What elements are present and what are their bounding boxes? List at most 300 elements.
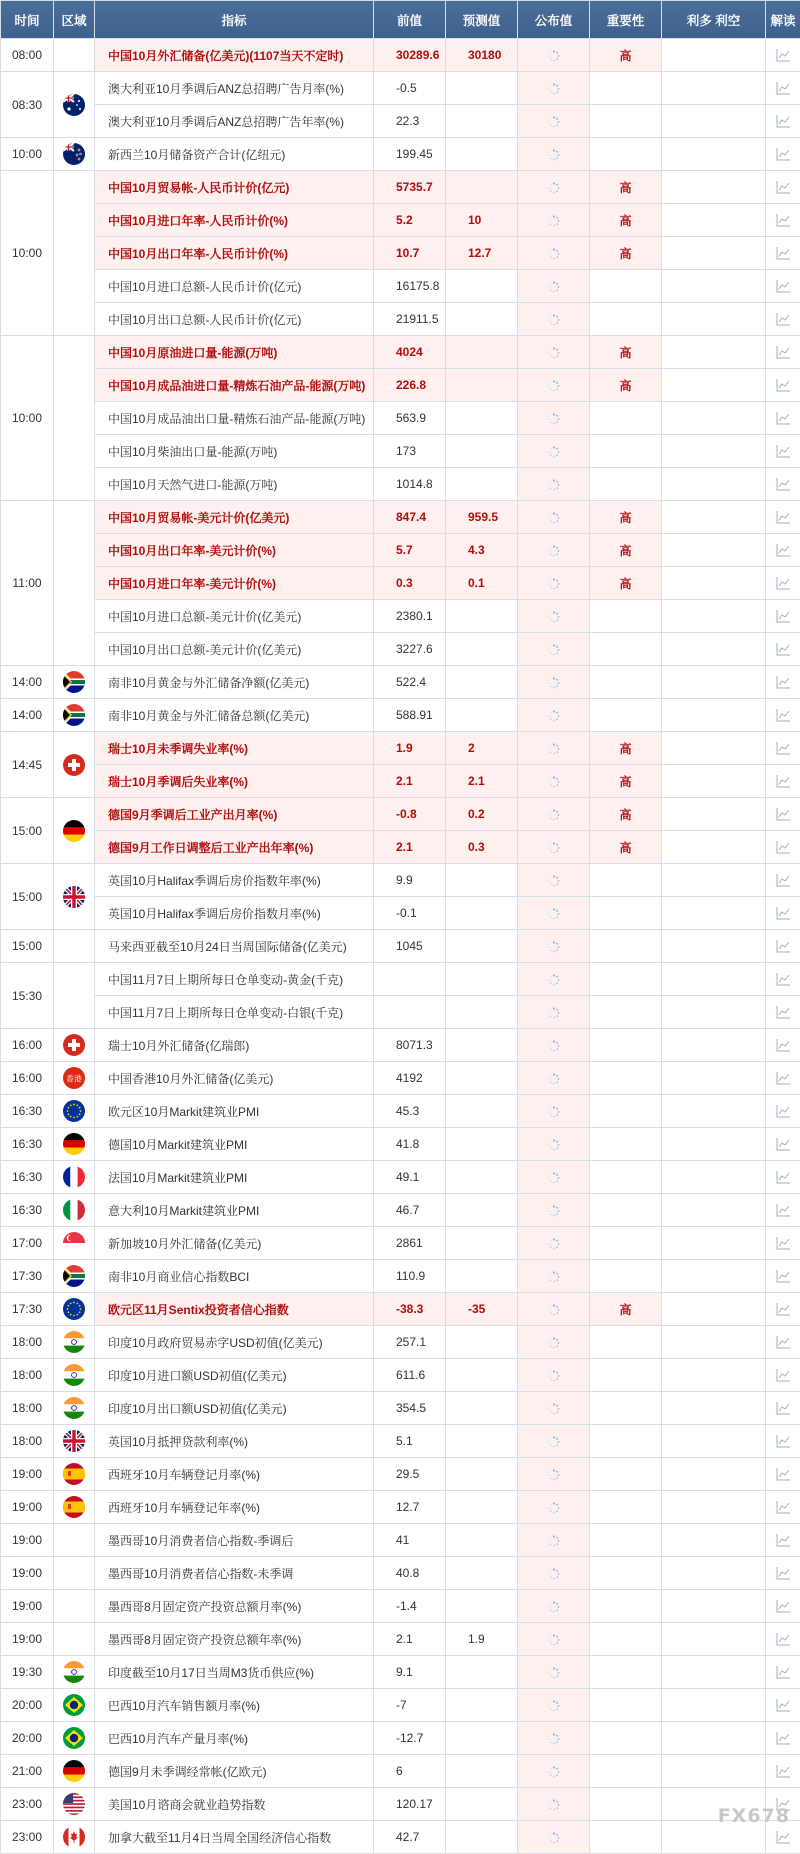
event-time: 19:00 [1,1524,54,1557]
analysis-cell[interactable] [766,435,800,468]
analysis-cell[interactable] [766,39,800,72]
indicator-name[interactable]: 法国10月Markit建筑业PMI [95,1161,374,1194]
event-time: 11:00 [1,501,54,666]
analysis-cell[interactable] [766,1326,800,1359]
actual-value [518,204,590,237]
actual-value [518,270,590,303]
analysis-cell[interactable] [766,1062,800,1095]
region-cell [54,336,95,501]
forecast-value [446,1458,518,1491]
event-time: 16:30 [1,1161,54,1194]
loading-spinner-icon [548,1797,560,1811]
line-chart-icon[interactable] [776,246,791,260]
indicator-name[interactable]: 英国10月抵押贷款利率(%) [95,1425,374,1458]
loading-spinner-icon [548,114,560,128]
previous-value: 1014.8 [374,468,446,501]
line-chart-icon[interactable] [776,279,791,293]
line-chart-icon[interactable] [776,213,791,227]
bull-bear-cell [662,765,766,798]
line-chart-icon[interactable] [776,1005,791,1019]
analysis-cell[interactable] [766,1293,800,1326]
india-flag-icon [63,1397,85,1419]
line-chart-icon[interactable] [776,1368,791,1382]
indicator-name[interactable]: 澳大利亚10月季调后ANZ总招聘广告月率(%) [95,72,374,105]
analysis-cell[interactable] [766,1656,800,1689]
region-cell [54,1029,95,1062]
line-chart-icon[interactable] [776,906,791,920]
indicator-name[interactable]: 德国9月工作日调整后工业产出年率(%) [95,831,374,864]
bull-bear-cell [662,963,766,996]
line-chart-icon[interactable] [776,1599,791,1613]
indicator-name[interactable]: 英国10月Halifax季调后房价指数月率(%) [95,897,374,930]
analysis-cell[interactable] [766,1590,800,1623]
indicator-name[interactable]: 马来西亚截至10月24日当周国际储备(亿美元) [95,930,374,963]
analysis-cell[interactable] [766,765,800,798]
indicator-name[interactable]: 墨西哥10月消费者信心指数-季调后 [95,1524,374,1557]
previous-value: 0.3 [374,567,446,600]
analysis-cell[interactable] [766,237,800,270]
importance-badge: 高 [590,336,662,369]
actual-value [518,996,590,1029]
loading-spinner-icon [548,774,560,788]
event-time: 15:00 [1,930,54,963]
indicator-name[interactable]: 中国10月进口总额-人民币计价(亿元) [95,270,374,303]
indicator-name[interactable]: 中国10月出口总额-人民币计价(亿元) [95,303,374,336]
bull-bear-cell [662,534,766,567]
analysis-cell[interactable] [766,963,800,996]
analysis-cell[interactable] [766,501,800,534]
line-chart-icon[interactable] [776,1104,791,1118]
region-cell [54,501,95,666]
forecast-value [446,633,518,666]
loading-spinner-icon [548,1698,560,1712]
bull-bear-cell [662,171,766,204]
indicator-name[interactable]: 墨西哥8月固定资产投资总额年率(%) [95,1623,374,1656]
line-chart-icon[interactable] [776,609,791,623]
analysis-cell[interactable] [766,633,800,666]
indicator-name[interactable]: 意大利10月Markit建筑业PMI [95,1194,374,1227]
analysis-cell[interactable] [766,1425,800,1458]
line-chart-icon[interactable] [776,1764,791,1778]
line-chart-icon[interactable] [776,939,791,953]
indicator-name[interactable]: 巴西10月汽车销售额月率(%) [95,1689,374,1722]
analysis-cell[interactable] [766,1689,800,1722]
line-chart-icon[interactable] [776,1467,791,1481]
importance-badge [590,1755,662,1788]
analysis-cell[interactable] [766,303,800,336]
bull-bear-cell [662,1359,766,1392]
loading-spinner-icon [548,939,560,953]
loading-spinner-icon [548,1368,560,1382]
indicator-name[interactable]: 中国10月出口总额-美元计价(亿美元) [95,633,374,666]
table-row [1,1623,800,1656]
event-time: 16:00 [1,1062,54,1095]
line-chart-icon[interactable] [776,873,791,887]
line-chart-icon[interactable] [776,774,791,788]
forecast-value [446,699,518,732]
indicator-name[interactable]: 南非10月黄金与外汇储备总额(亿美元) [95,699,374,732]
line-chart-icon[interactable] [776,1071,791,1085]
analysis-cell[interactable] [766,1260,800,1293]
line-chart-icon[interactable] [776,1698,791,1712]
importance-badge [590,1425,662,1458]
indicator-name[interactable]: 墨西哥8月固定资产投资总额月率(%) [95,1590,374,1623]
actual-value [518,303,590,336]
analysis-cell[interactable] [766,897,800,930]
loading-spinner-icon [548,1335,560,1349]
bull-bear-cell [662,1260,766,1293]
actual-value [518,468,590,501]
line-chart-icon[interactable] [776,807,791,821]
table-row [1,1590,800,1623]
table-row [1,1260,800,1293]
analysis-cell[interactable] [766,1095,800,1128]
importance-badge [590,1689,662,1722]
previous-value: 9.1 [374,1656,446,1689]
analysis-cell[interactable] [766,930,800,963]
analysis-cell[interactable] [766,1194,800,1227]
previous-value: 21911.5 [374,303,446,336]
analysis-cell[interactable] [766,996,800,1029]
forecast-value [446,1161,518,1194]
actual-value [518,1260,590,1293]
line-chart-icon[interactable] [776,477,791,491]
previous-value: 1045 [374,930,446,963]
analysis-cell[interactable] [766,831,800,864]
indicator-name[interactable]: 中国10月贸易帐-美元计价(亿美元) [95,501,374,534]
previous-value: 2.1 [374,1623,446,1656]
analysis-cell[interactable] [766,864,800,897]
analysis-cell[interactable] [766,699,800,732]
indicator-name[interactable]: 瑞士10月外汇储备(亿瑞郎) [95,1029,374,1062]
indicator-name[interactable]: 西班牙10月车辆登记年率(%) [95,1491,374,1524]
bull-bear-cell [662,270,766,303]
table-row [1,1128,800,1161]
analysis-cell[interactable] [766,1755,800,1788]
bull-bear-cell [662,633,766,666]
line-chart-icon[interactable] [776,1731,791,1745]
table-row [1,1359,800,1392]
analysis-cell[interactable] [766,105,800,138]
bull-bear-cell [662,1095,766,1128]
line-chart-icon[interactable] [776,1335,791,1349]
indicator-name[interactable]: 新西兰10月储备资产合计(亿纽元) [95,138,374,171]
line-chart-icon[interactable] [776,1269,791,1283]
event-time: 08:30 [1,72,54,138]
previous-value: 1.9 [374,732,446,765]
importance-badge [590,1557,662,1590]
line-chart-icon[interactable] [776,147,791,161]
actual-value [518,1227,590,1260]
loading-spinner-icon [548,81,560,95]
germany-flag-icon [63,1760,85,1782]
loading-spinner-icon [548,1038,560,1052]
region-cell [54,1623,95,1656]
south-africa-flag-icon [63,671,85,693]
line-chart-icon[interactable] [776,840,791,854]
table-row [1,666,800,699]
analysis-cell[interactable] [766,1458,800,1491]
loading-spinner-icon [548,1566,560,1580]
line-chart-icon[interactable] [776,642,791,656]
forecast-value: 10 [446,204,518,237]
australia-flag-icon [63,94,85,116]
line-chart-icon[interactable] [776,1203,791,1217]
importance-badge [590,138,662,171]
analysis-cell[interactable] [766,336,800,369]
analysis-cell[interactable] [766,534,800,567]
indicator-name[interactable]: 美国10月谘商会就业趋势指数 [95,1788,374,1821]
indicator-name[interactable]: 英国10月Halifax季调后房价指数年率(%) [95,864,374,897]
region-cell [54,1194,95,1227]
indicator-name[interactable]: 中国10月天然气进口-能源(万吨) [95,468,374,501]
indicator-name[interactable]: 印度10月政府贸易赤字USD初值(亿美元) [95,1326,374,1359]
indicator-name[interactable]: 中国10月外汇储备(亿美元)(1107当天不定时) [95,39,374,72]
bull-bear-cell [662,1689,766,1722]
indicator-name[interactable]: 中国香港10月外汇储备(亿美元) [95,1062,374,1095]
line-chart-icon[interactable] [776,1038,791,1052]
bull-bear-cell [662,1392,766,1425]
indicator-name[interactable]: 瑞士10月季调后失业率(%) [95,765,374,798]
analysis-cell[interactable] [766,1359,800,1392]
line-chart-icon[interactable] [776,180,791,194]
loading-spinner-icon [548,873,560,887]
loading-spinner-icon [548,543,560,557]
event-time: 16:30 [1,1128,54,1161]
previous-value: 45.3 [374,1095,446,1128]
analysis-cell[interactable] [766,369,800,402]
analysis-cell[interactable] [766,1029,800,1062]
line-chart-icon[interactable] [776,411,791,425]
line-chart-icon[interactable] [776,675,791,689]
indicator-name[interactable]: 巴西10月汽车产量月率(%) [95,1722,374,1755]
analysis-cell[interactable] [766,666,800,699]
table-row [1,1656,800,1689]
table-row [1,369,800,402]
previous-value: 110.9 [374,1260,446,1293]
event-time: 10:00 [1,171,54,336]
bull-bear-cell [662,831,766,864]
previous-value: 522.4 [374,666,446,699]
indicator-name[interactable]: 德国9月未季调经常帐(亿欧元) [95,1755,374,1788]
line-chart-icon[interactable] [776,1500,791,1514]
importance-badge [590,1524,662,1557]
analysis-cell[interactable] [766,72,800,105]
indicator-name[interactable]: 中国10月进口年率-人民币计价(%) [95,204,374,237]
indicator-name[interactable]: 欧元区11月Sentix投资者信心指数 [95,1293,374,1326]
analysis-cell[interactable] [766,1161,800,1194]
importance-badge [590,1359,662,1392]
importance-badge: 高 [590,237,662,270]
previous-value: 16175.8 [374,270,446,303]
indicator-name[interactable]: 南非10月商业信心指数BCI [95,1260,374,1293]
region-cell [54,1656,95,1689]
bull-bear-cell [662,1656,766,1689]
indicator-name[interactable]: 印度10月进口额USD初值(亿美元) [95,1359,374,1392]
indicator-name[interactable]: 加拿大截至11月4日当周全国经济信心指数 [95,1821,374,1854]
indicator-name[interactable]: 南非10月黄金与外汇储备净额(亿美元) [95,666,374,699]
indicator-name[interactable]: 中国10月进口总额-美元计价(亿美元) [95,600,374,633]
line-chart-icon[interactable] [776,378,791,392]
importance-badge [590,930,662,963]
event-time: 15:00 [1,798,54,864]
event-time: 19:30 [1,1656,54,1689]
analysis-cell[interactable] [766,732,800,765]
loading-spinner-icon [548,510,560,524]
analysis-cell[interactable] [766,468,800,501]
analysis-cell[interactable] [766,1491,800,1524]
indicator-name[interactable]: 墨西哥10月消费者信心指数-未季调 [95,1557,374,1590]
line-chart-icon[interactable] [776,1830,791,1844]
analysis-cell[interactable] [766,1392,800,1425]
analysis-cell[interactable] [766,798,800,831]
importance-badge: 高 [590,567,662,600]
indicator-name[interactable]: 中国10月成品油进口量-精炼石油产品-能源(万吨) [95,369,374,402]
line-chart-icon[interactable] [776,1533,791,1547]
region-cell [54,1722,95,1755]
table-row [1,732,800,765]
line-chart-icon[interactable] [776,1434,791,1448]
indicator-name[interactable]: 中国10月成品油出口量-精炼石油产品-能源(万吨) [95,402,374,435]
importance-badge [590,402,662,435]
indicator-name[interactable]: 中国10月原油进口量-能源(万吨) [95,336,374,369]
indicator-name[interactable]: 中国10月出口年率-人民币计价(%) [95,237,374,270]
line-chart-icon[interactable] [776,1632,791,1646]
line-chart-icon[interactable] [776,444,791,458]
loading-spinner-icon [548,840,560,854]
forecast-value [446,1590,518,1623]
forecast-value [446,1689,518,1722]
indicator-name[interactable]: 中国10月贸易帐-人民币计价(亿元) [95,171,374,204]
bull-bear-cell [662,72,766,105]
importance-badge: 高 [590,171,662,204]
analysis-cell[interactable] [766,204,800,237]
line-chart-icon[interactable] [776,345,791,359]
analysis-cell[interactable] [766,402,800,435]
loading-spinner-icon [548,1764,560,1778]
indicator-name[interactable]: 欧元区10月Markit建筑业PMI [95,1095,374,1128]
actual-value [518,1821,590,1854]
importance-badge: 高 [590,39,662,72]
bull-bear-cell [662,1326,766,1359]
indicator-name[interactable]: 印度截至10月17日当周M3货币供应(%) [95,1656,374,1689]
forecast-value [446,336,518,369]
hong-kong-flag-icon [63,1067,85,1089]
forecast-value: 2.1 [446,765,518,798]
importance-badge [590,1326,662,1359]
analysis-cell[interactable] [766,1227,800,1260]
previous-value: -7 [374,1689,446,1722]
actual-value [518,1326,590,1359]
indicator-name[interactable]: 新加坡10月外汇储备(亿美元) [95,1227,374,1260]
event-time: 08:00 [1,39,54,72]
analysis-cell[interactable] [766,1524,800,1557]
forecast-value [446,1095,518,1128]
line-chart-icon[interactable] [776,48,791,62]
line-chart-icon[interactable] [776,543,791,557]
analysis-cell[interactable] [766,1722,800,1755]
loading-spinner-icon [548,1170,560,1184]
line-chart-icon[interactable] [776,1401,791,1415]
actual-value [518,435,590,468]
indicator-name[interactable]: 德国10月Markit建筑业PMI [95,1128,374,1161]
bull-bear-cell [662,567,766,600]
line-chart-icon[interactable] [776,1566,791,1580]
table-row [1,1788,800,1821]
col-indicator-header: 指标 [95,1,374,39]
line-chart-icon[interactable] [776,576,791,590]
indicator-name[interactable]: 瑞士10月未季调失业率(%) [95,732,374,765]
indicator-name[interactable]: 中国11月7日上期所每日仓单变动-黄金(千克) [95,963,374,996]
previous-value: 4024 [374,336,446,369]
importance-badge [590,1260,662,1293]
canada-flag-icon [63,1826,85,1848]
loading-spinner-icon [548,246,560,260]
line-chart-icon[interactable] [776,1665,791,1679]
importance-badge [590,1623,662,1656]
line-chart-icon[interactable] [776,1137,791,1151]
analysis-cell[interactable] [766,567,800,600]
indicator-name[interactable]: 德国9月季调后工业产出月率(%) [95,798,374,831]
line-chart-icon[interactable] [776,312,791,326]
previous-value: 5.7 [374,534,446,567]
analysis-cell[interactable] [766,1128,800,1161]
line-chart-icon[interactable] [776,708,791,722]
bull-bear-cell [662,1623,766,1656]
table-row [1,1029,800,1062]
analysis-cell[interactable] [766,138,800,171]
line-chart-icon[interactable] [776,1170,791,1184]
table-row [1,831,800,864]
germany-flag-icon [63,820,85,842]
indicator-name[interactable]: 中国10月出口年率-美元计价(%) [95,534,374,567]
indicator-name[interactable]: 中国10月柴油出口量-能源(万吨) [95,435,374,468]
indicator-name[interactable]: 中国11月7日上期所每日仓单变动-白银(千克) [95,996,374,1029]
line-chart-icon[interactable] [776,510,791,524]
importance-badge: 高 [590,831,662,864]
line-chart-icon[interactable] [776,1236,791,1250]
analysis-cell[interactable] [766,1557,800,1590]
indicator-name[interactable]: 澳大利亚10月季调后ANZ总招聘广告年率(%) [95,105,374,138]
indicator-name[interactable]: 西班牙10月车辆登记月率(%) [95,1458,374,1491]
importance-badge [590,435,662,468]
line-chart-icon[interactable] [776,1302,791,1316]
analysis-cell[interactable] [766,600,800,633]
analysis-cell[interactable] [766,1623,800,1656]
bull-bear-cell [662,1161,766,1194]
actual-value [518,831,590,864]
table-row [1,1095,800,1128]
actual-value [518,897,590,930]
table-row [1,105,800,138]
italy-flag-icon [63,1199,85,1221]
line-chart-icon[interactable] [776,81,791,95]
bull-bear-cell [662,1425,766,1458]
indicator-name[interactable]: 印度10月出口额USD初值(亿美元) [95,1392,374,1425]
region-cell [54,1095,95,1128]
table-row [1,1524,800,1557]
previous-value: 4192 [374,1062,446,1095]
analysis-cell[interactable] [766,171,800,204]
table-row [1,72,800,105]
importance-badge: 高 [590,534,662,567]
line-chart-icon[interactable] [776,972,791,986]
line-chart-icon[interactable] [776,741,791,755]
analysis-cell[interactable] [766,270,800,303]
indicator-name[interactable]: 中国10月进口年率-美元计价(%) [95,567,374,600]
line-chart-icon[interactable] [776,114,791,128]
region-cell [54,1788,95,1821]
